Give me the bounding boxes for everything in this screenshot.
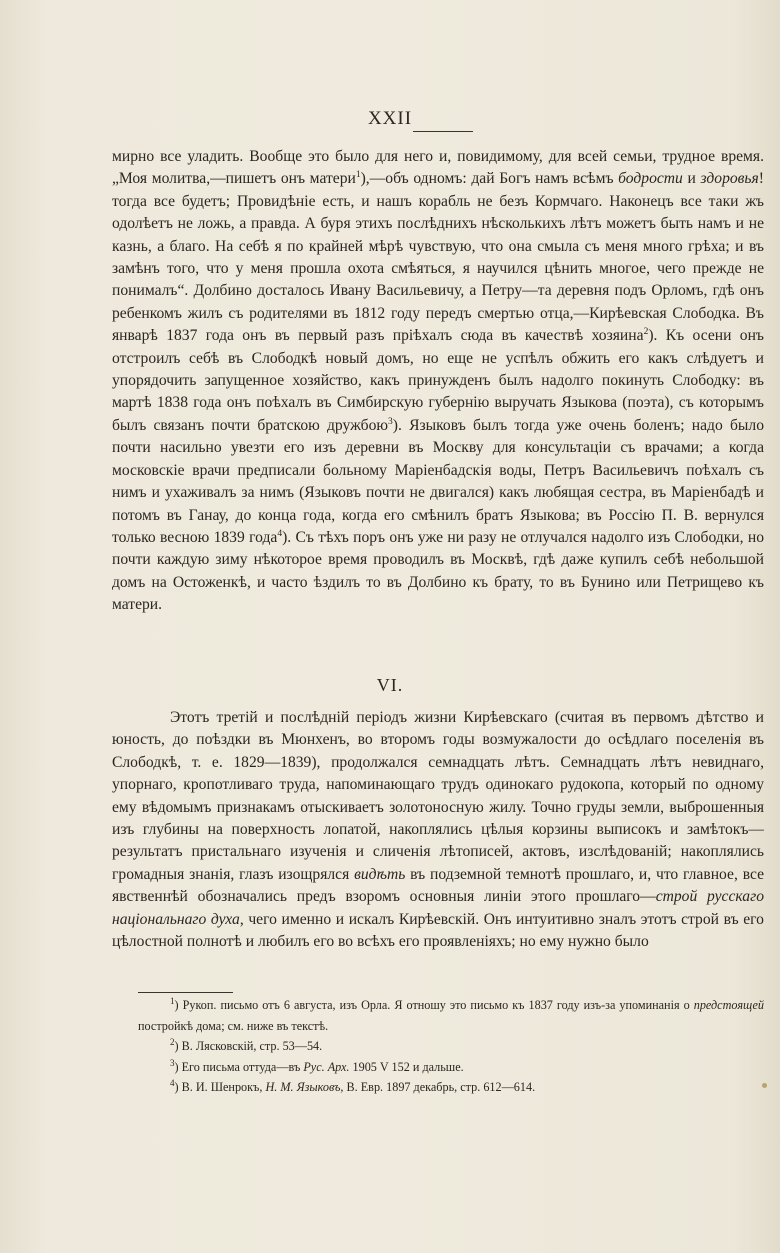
emphasis-text: видѣть [354,865,406,883]
footnote-mark: 2 [170,1036,175,1047]
paragraph-2-text: въ подземной темнотѣ прошлаго, и, что главное, все явственнѣй обозначались предъ взоромъ основныя линіи этого прошлаго— [112,865,764,906]
footnote-4 [138,1077,764,1098]
footnote-3 [138,1057,764,1078]
footnote-mark: 1 [170,995,175,1006]
page-number: XXII [367,108,413,129]
paragraph-1-text: ),—объ одномъ: дай Богъ намъ всѣмъ [360,170,619,188]
footnote-separator [138,992,233,993]
footnote-text: , В. Евр. 1897 декабрь, стр. 612—614. [340,1080,536,1094]
footnote-text: ) В. Лясковскій, стр. 53—54. [174,1039,323,1053]
emphasis-text: Рус. Арх. [303,1059,350,1074]
footnote-1 [138,995,764,1036]
footnote-mark: 3 [170,1057,175,1068]
paragraph-1-text: ). Съ тѣхъ поръ онъ уже ни разу не отлучался надолго изъ Слободки, но почти каждую зиму нѣкоторое время проводилъ въ Москвѣ, гдѣ даже купилъ себѣ небольшой домъ на Остоженкѣ, и часто ѣздилъ то въ Долбино къ брату, то въ Бунино или Петрищево къ матери. [112,528,765,614]
paragraph-1 [112,146,764,617]
footnote-text: ) Рукоп. письмо отъ 6 августа, изъ Орла. Я отношу это письмо къ 1837 году изъ-за упоминанія о [174,998,694,1012]
footnote-ref-2: 2 [643,327,649,338]
paragraph-2-text: , чего именно и искалъ Кирѣевскій. Онъ интуитивно зналъ этотъ строй въ его цѣлостной полнотѣ и любилъ его во всѣхъ его проявленіяхъ; но ему нужно было [112,910,764,951]
emphasis-text: строй русскаго національнаго духа [112,888,764,928]
paragraph-2 [112,707,764,953]
footnote-text: постройкѣ дома; см. ниже въ текстѣ. [138,1018,329,1033]
footnote-ref-3: 3 [388,416,393,427]
paragraph-1-text: ). Языковъ былъ тогда уже очень боленъ; надо было почти насильно увезти его изъ деревни въ Москву для консультаціи съ врачами; а когда московскіе врачи предписали больному Маріенбадскія воды, Петръ Васильевичъ поѣхалъ съ нимъ и ухаживалъ за нимъ (Языковъ почти не двигался) какъ любящая сестра, въ Маріенбадѣ и потомъ въ Ганау, до конца года, когда его смѣнилъ братъ Языкова; въ Россію П. В. вернулся только весною 1839 года [112,416,764,546]
paper-spot [762,1083,767,1088]
emphasis-text: здоровья [700,170,759,188]
paragraph-1-text: ! тогда все будетъ; Провидѣніе есть, и нашъ корабль не безъ Кормчаго. Наконецъ все таки жъ одолѣетъ не ложь, а правда. А буря этихъ послѣднихъ нѣсколькихъ лѣтъ можетъ быть намъ и не казнь, а благо. На себѣ я по крайней мѣрѣ чувствую, что она смыла съ меня много грѣха; и въ замѣнъ того, что у меня прошла охота смѣяться, я научился цѣнить многое, чего прежде не понималъ“. Долбино досталось Ивану Васильевичу, а Петру—та деревня подъ Орломъ, гдѣ онъ ребенкомъ жилъ съ родителями въ 1812 году передъ смертью отца,—Кирѣевская Слободка. Въ январѣ 1837 года онъ въ первый разъ пріѣхалъ сюда въ качествѣ хозяина [112,170,764,345]
emphasis-text: бодрости [618,170,683,188]
paragraph-2-text: Этотъ третій и послѣдній періодъ жизни Кирѣевскаго (считая въ первомъ дѣтство и юность, до поѣздки въ Мюнхенъ, во второмъ годы возмужалости до осѣдлаго поселенія въ Слободкѣ, т. е. 1829—1839), продолжался семнадцать лѣтъ. Семнадцать лѣтъ невиднаго, упорнаго, кропотливаго труда, напоминающаго трудъ одинокаго рудокопа, который по одному ему вѣдомымъ признакамъ отыскиваетъ золотоносную жилу. Точно груды земли, выброшенныя изъ глубины на поверхность лопатой, накоплялись цѣлыя корзины выписокъ и замѣтокъ—результатъ пристальнаго изученія и сличенія лѣтописей, актовъ, изслѣдованій; накоплялись громадныя знанія, глазъ изощрялся [112,709,764,883]
footnote-ref-1: 1 [355,170,361,181]
footnote-text: 1905 V 152 и дальше. [349,1059,464,1074]
emphasis-text: Н. М. Языковъ [265,1080,341,1094]
footnote-2 [138,1036,764,1057]
footnotes [138,995,764,1098]
footnote-mark: 4 [170,1077,175,1088]
paragraph-1-text: ). Къ осени онъ отстроилъ себѣ въ Слободкѣ новый домъ, но еще не успѣлъ обжить его какъ слѣдуетъ и упорядочить запущенное хозяйство, какъ принужденъ былъ надолго покинуть Слободку: въ мартѣ 1838 года онъ поѣхалъ въ Симбирскую губернію выручать Языкова (поэта), съ которымъ былъ связанъ почти братскою дружбою [112,327,764,434]
emphasis-text: предстоящей [693,998,764,1012]
page-number-rule [413,131,473,132]
footnote-text: ) В. И. Шенрокъ, [174,1080,266,1094]
paragraph-1-text: мирно все уладить. Вообще это было для него и, повидимому, для всей семьи, трудное время. „Моя молитва,—пишетъ онъ матери [112,148,764,188]
paragraph-1-text: и [682,170,701,188]
footnote-ref-4: 4 [277,528,283,539]
section-heading: VI. [376,675,404,695]
footnote-text: ) Его письма оттуда—въ [174,1059,304,1074]
